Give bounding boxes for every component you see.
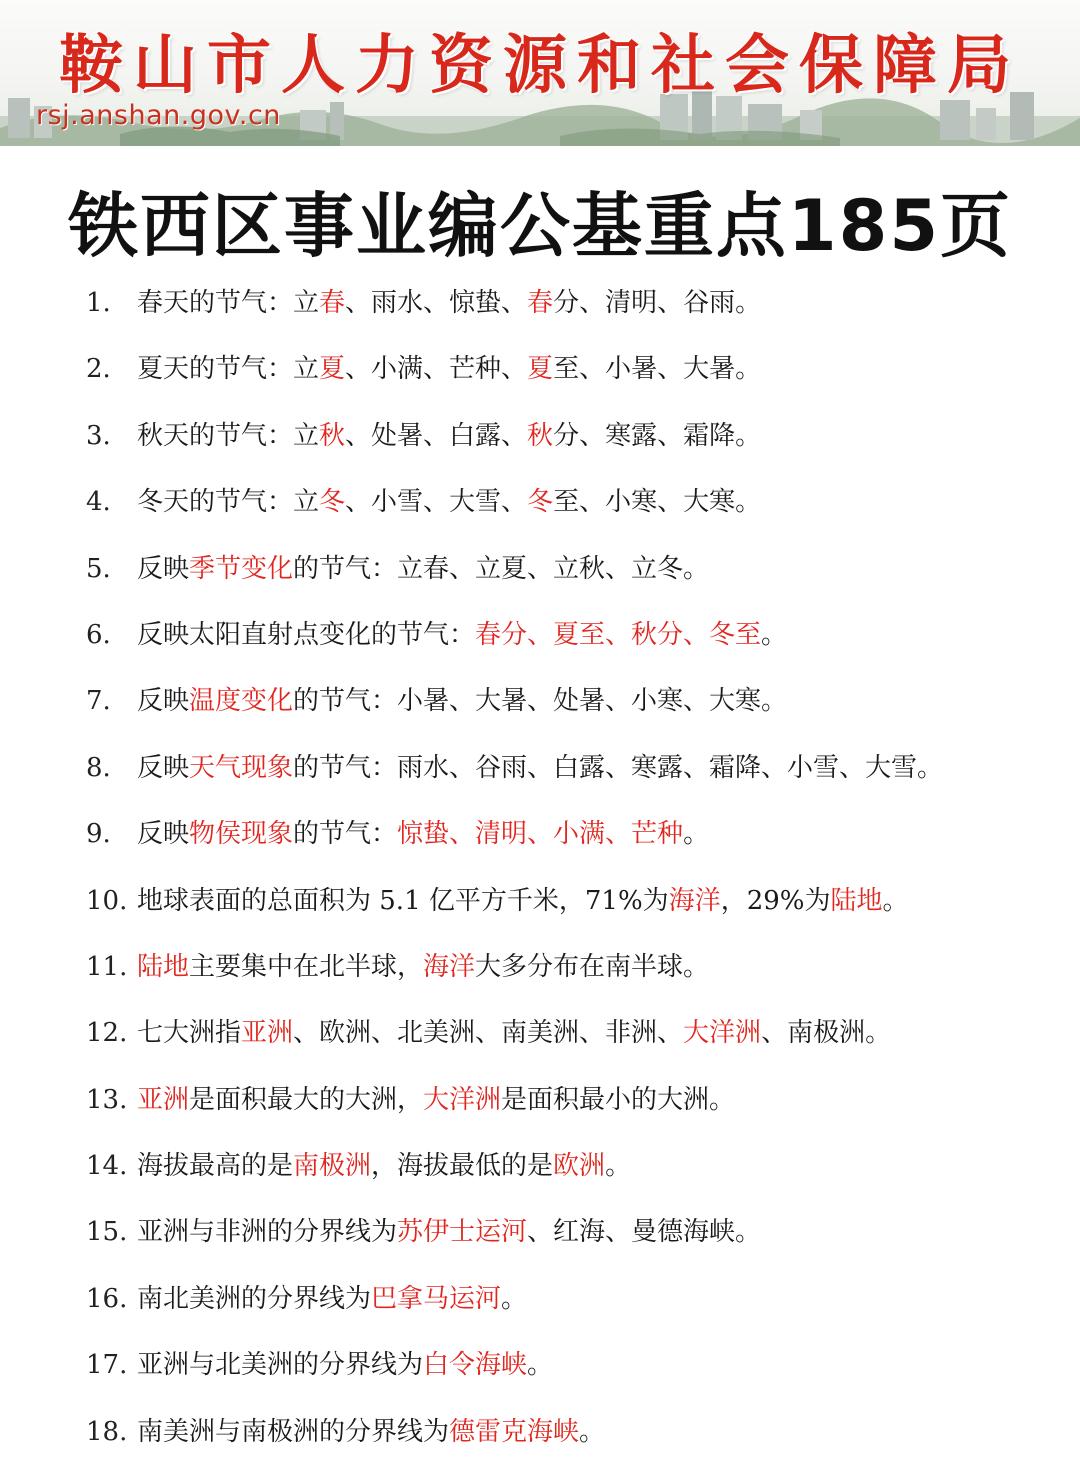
highlighted-text: 大洋洲 bbox=[683, 1018, 762, 1049]
plain-text: 的节气：小暑、大暑、处暑、小寒、大寒。 bbox=[293, 686, 788, 717]
list-item bbox=[86, 608, 1056, 674]
page-title: 铁西区事业编公基重点185页 bbox=[67, 185, 1013, 267]
plain-text: 、小雪、大雪、 bbox=[345, 487, 528, 518]
item-number: 15. bbox=[86, 1217, 128, 1248]
plain-text: 春天的节气：立 bbox=[137, 288, 320, 318]
plain-text: 冬天的节气：立 bbox=[137, 487, 320, 518]
plain-text: 七大洲指 bbox=[137, 1018, 242, 1049]
plain-text: 亚洲与北美洲的分界线为 bbox=[137, 1350, 424, 1381]
item-number: 5. bbox=[86, 553, 111, 584]
plain-text: 亚洲与非洲的分界线为 bbox=[137, 1217, 398, 1248]
list-item bbox=[86, 1205, 1056, 1271]
list-item bbox=[86, 940, 1056, 1006]
item-number: 14. bbox=[86, 1151, 128, 1182]
plain-text: 的节气： bbox=[293, 819, 398, 850]
item-text bbox=[137, 1405, 605, 1471]
list-item bbox=[86, 874, 1056, 940]
highlighted-text: 南极洲 bbox=[293, 1151, 372, 1182]
item-text bbox=[137, 1139, 631, 1205]
plain-text: 大多分布在南半球。 bbox=[475, 951, 710, 982]
plain-text: 。 bbox=[579, 1416, 606, 1447]
header-banner bbox=[0, 0, 1080, 146]
item-text bbox=[137, 475, 761, 541]
highlighted-text: 季节变化 bbox=[189, 553, 294, 584]
plain-text: 分、清明、谷雨。 bbox=[553, 288, 762, 318]
item-number: 11. bbox=[86, 951, 128, 982]
item-number: 3. bbox=[86, 420, 111, 451]
highlighted-text: 冬 bbox=[319, 487, 346, 518]
plain-text: 、处暑、白露、 bbox=[345, 420, 528, 451]
highlighted-text: 春 bbox=[319, 288, 346, 318]
plain-text: 、红海、曼德海峡。 bbox=[527, 1217, 762, 1248]
org-name: 鞍山市人力资源和社会保障局 bbox=[59, 29, 1021, 103]
item-text bbox=[137, 1272, 527, 1338]
item-number: 6. bbox=[86, 619, 111, 650]
item-text bbox=[137, 674, 787, 740]
item-number: 2. bbox=[86, 354, 111, 385]
plain-text: 。 bbox=[761, 619, 788, 650]
item-text bbox=[137, 874, 909, 940]
item-number: 18. bbox=[86, 1416, 128, 1447]
site-url: rsj.anshan.gov.cn bbox=[36, 100, 281, 131]
knowledge-point-list bbox=[86, 276, 1056, 1471]
plain-text: 。 bbox=[501, 1283, 528, 1314]
plain-text: 反映太阳直射点变化的节气： bbox=[137, 619, 476, 650]
item-text bbox=[137, 1006, 891, 1072]
plain-text: 的节气：雨水、谷雨、白露、寒露、霜降、小雪、大雪。 bbox=[293, 752, 944, 783]
highlighted-text: 陆地 bbox=[830, 885, 883, 916]
item-text bbox=[137, 1338, 553, 1404]
list-item bbox=[86, 1272, 1056, 1338]
list-item bbox=[86, 1338, 1056, 1404]
item-number: 9. bbox=[86, 819, 111, 850]
item-number: 1. bbox=[86, 288, 111, 318]
item-text bbox=[137, 1205, 761, 1271]
highlighted-text: 陆地 bbox=[137, 951, 190, 982]
plain-text: 地球表面的总面积为 5.1 亿平方千米，71%为 bbox=[137, 885, 669, 916]
item-text bbox=[137, 741, 943, 807]
plain-text: 反映 bbox=[137, 686, 190, 717]
item-text bbox=[137, 608, 787, 674]
plain-text: 夏天的节气：立 bbox=[137, 354, 320, 385]
plain-text: ，29%为 bbox=[720, 885, 831, 916]
highlighted-text: 欧洲 bbox=[553, 1151, 606, 1182]
highlighted-text: 德雷克海峡 bbox=[449, 1416, 580, 1447]
highlighted-text: 春分、夏至、秋分、冬至 bbox=[475, 619, 762, 650]
list-item bbox=[86, 409, 1056, 475]
highlighted-text: 夏 bbox=[527, 354, 554, 385]
item-text bbox=[137, 276, 761, 342]
highlighted-text: 海洋 bbox=[668, 885, 721, 916]
item-number: 10. bbox=[86, 885, 128, 916]
item-text bbox=[137, 940, 709, 1006]
plain-text: 南美洲与南极洲的分界线为 bbox=[137, 1416, 450, 1447]
plain-text: 、雨水、惊蛰、 bbox=[345, 288, 528, 318]
plain-text: 反映 bbox=[137, 752, 190, 783]
highlighted-text: 温度变化 bbox=[189, 686, 294, 717]
plain-text: 至、小寒、大寒。 bbox=[553, 487, 762, 518]
highlighted-text: 物侯现象 bbox=[189, 819, 294, 850]
highlighted-text: 亚洲 bbox=[241, 1018, 294, 1049]
item-number: 16. bbox=[86, 1283, 128, 1314]
list-item bbox=[86, 741, 1056, 807]
list-item bbox=[86, 542, 1056, 608]
plain-text: 至、小暑、大暑。 bbox=[553, 354, 762, 385]
plain-text: 、南极洲。 bbox=[761, 1018, 892, 1049]
highlighted-text: 天气现象 bbox=[189, 752, 294, 783]
plain-text: 。 bbox=[882, 885, 909, 916]
item-number: 8. bbox=[86, 752, 111, 783]
highlighted-text: 白令海峡 bbox=[423, 1350, 528, 1381]
plain-text: 、小满、芒种、 bbox=[345, 354, 528, 385]
list-item bbox=[86, 1405, 1056, 1471]
highlighted-text: 惊蛰、清明、小满、芒种 bbox=[397, 819, 684, 850]
list-item bbox=[86, 1073, 1056, 1139]
plain-text: 南北美洲的分界线为 bbox=[137, 1283, 372, 1314]
plain-text: 的节气：立春、立夏、立秋、立冬。 bbox=[293, 553, 710, 584]
item-text bbox=[137, 342, 761, 408]
plain-text: 是面积最小的大洲。 bbox=[501, 1084, 736, 1115]
plain-text: 反映 bbox=[137, 819, 190, 850]
item-number: 7. bbox=[86, 686, 111, 717]
plain-text: 海拔最高的是 bbox=[137, 1151, 294, 1182]
item-number: 13. bbox=[86, 1084, 128, 1115]
item-text bbox=[137, 409, 761, 475]
highlighted-text: 冬 bbox=[527, 487, 554, 518]
plain-text: 、欧洲、北美洲、南美洲、非洲、 bbox=[293, 1018, 684, 1049]
plain-text: 。 bbox=[683, 819, 710, 850]
item-number: 12. bbox=[86, 1018, 128, 1049]
item-text bbox=[137, 807, 709, 873]
highlighted-text: 秋 bbox=[527, 420, 554, 451]
list-item bbox=[86, 475, 1056, 541]
item-text bbox=[137, 542, 709, 608]
item-number: 17. bbox=[86, 1350, 128, 1381]
list-item bbox=[86, 342, 1056, 408]
plain-text: 是面积最大的大洲， bbox=[189, 1084, 424, 1115]
highlighted-text: 亚洲 bbox=[137, 1084, 190, 1115]
list-item bbox=[86, 1139, 1056, 1205]
plain-text: 秋天的节气：立 bbox=[137, 420, 320, 451]
list-item bbox=[86, 276, 1056, 342]
plain-text: ，海拔最低的是 bbox=[371, 1151, 554, 1182]
highlighted-text: 夏 bbox=[319, 354, 346, 385]
plain-text: 主要集中在北半球， bbox=[189, 951, 424, 982]
highlighted-text: 海洋 bbox=[423, 951, 476, 982]
highlighted-text: 苏伊士运河 bbox=[397, 1217, 528, 1248]
item-text bbox=[137, 1073, 735, 1139]
highlighted-text: 巴拿马运河 bbox=[371, 1283, 502, 1314]
highlighted-text: 春 bbox=[527, 288, 554, 318]
list-item bbox=[86, 807, 1056, 873]
plain-text: 。 bbox=[605, 1151, 632, 1182]
plain-text: 。 bbox=[527, 1350, 554, 1381]
item-number: 4. bbox=[86, 487, 111, 518]
highlighted-text: 秋 bbox=[319, 420, 346, 451]
plain-text: 反映 bbox=[137, 553, 190, 584]
plain-text: 分、寒露、霜降。 bbox=[553, 420, 762, 451]
highlighted-text: 大洋洲 bbox=[423, 1084, 502, 1115]
list-item bbox=[86, 674, 1056, 740]
list-item bbox=[86, 1006, 1056, 1072]
